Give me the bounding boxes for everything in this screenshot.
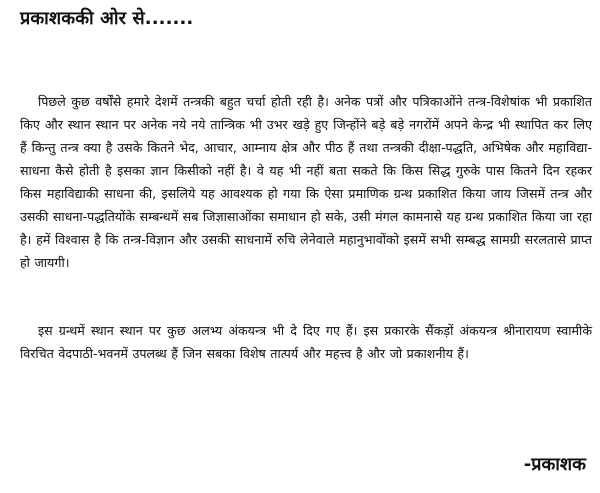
publisher-signature: -प्रकाशक <box>523 454 586 475</box>
paragraph-1: पिछले कुछ वर्षोंसे हमारे देशमें तन्त्रकी बहुत चर्चा होती रही है। अनेक पत्रों और पत्रिकाओंने तन्त्र-विशेषांक भी प्रकाशित किए और स्थान स्थान पर अनेक नये नये तान्त्रिक भी उभर खड़े हुए जिन्होंने बड़े बड़े नगरोंमें अपने केन्द्र भी स्थापित कर लिए हैं किन्तु तन्त्र क्या है उसके कितने भेद, आचार, आम्नाय क्षेत्र और पीठ हैं तथा तन्त्रकी दीक्षा-पद्धति, अभिषेक और महाविद्या-साधना कैसे होती है इसका ज्ञान किसीको नहीं है। वे यह भी नहीं बता सकते कि किस सिद्ध गुरुके पास कितने दिन रहकर किस महाविद्याकी साधना की, इसलिये यह आवश्यक हो गया कि ऐसा प्रमाणिक ग्रन्थ प्रकाशित किया जाय जिसमें तन्त्र और उसकी साधना-पद्धतियोंके सम्बन्धमें सब जिज्ञासाओंका समाधान हो सके, उसी मंगल कामनासे यह ग्रन्थ प्रकाशित किया जा रहा है। हमें विश्वास है कि तन्त्र-विज्ञान और उसकी साधनामें रुचि लेनेवाले महानुभावोंको इसमें सभी सम्बद्ध सामग्री सरलतासे प्राप्त हो जायगी। <box>20 94 592 270</box>
page-heading: प्रकाशककी ओर से....... <box>20 8 194 29</box>
paragraph-2: इस ग्रन्थमें स्थान स्थान पर कुछ अलभ्य अंकयन्त्र भी दे दिए गए हैं। इस प्रकारके सैंकड़ों अंकयन्त्र श्रीनारायण स्वामीके विरचित वेदपाठी-भवनमें उपलब्ध हैं जिन सबका विशेष तात्पर्य और महत्त्व है और जो प्रकाशनीय हैं। <box>20 323 592 361</box>
